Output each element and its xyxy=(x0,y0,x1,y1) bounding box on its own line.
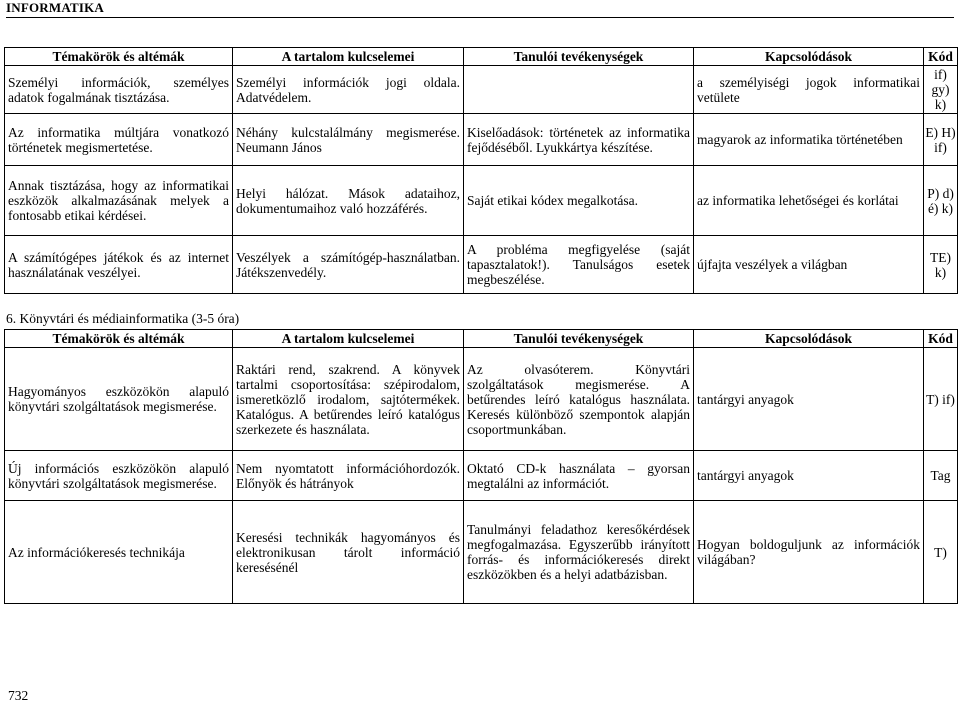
col-header-topics: Témakörök és altémák xyxy=(5,330,233,348)
table-cell: magyarok az informatika történetében xyxy=(694,114,924,166)
table-cell: újfajta veszélyek a világban xyxy=(694,236,924,294)
table-header-row xyxy=(5,48,958,66)
table-row xyxy=(5,236,958,294)
table-cell: az informatika lehetőségei és korlátai xyxy=(694,166,924,236)
topics-table-2 xyxy=(4,329,958,604)
table-cell-code: Tag xyxy=(924,451,958,501)
table-cell: Nem nyomtatott információhordozók. Előnyök és hátrányok xyxy=(233,451,464,501)
col-header-activities: Tanulói tevékenységek xyxy=(464,48,694,66)
table-row xyxy=(5,451,958,501)
page-header xyxy=(6,0,954,18)
table-cell: Oktató CD-k használata – gyorsan megtalálni az információt. xyxy=(464,451,694,501)
col-header-code: Kód xyxy=(924,48,958,66)
col-header-activities: Tanulói tevékenységek xyxy=(464,330,694,348)
table-cell: A probléma megfigyelése (saját tapasztalatok!). Tanulságos esetek megbeszélése. xyxy=(464,236,694,294)
table-cell: Raktári rend, szakrend. A könyvek tartalmi csoportosítása: szépirodalom, ismeretközlő irodalom, sajtótermékek. Katalógus. A betűrendes leíró katalógus szerkezete és használata. xyxy=(233,348,464,451)
table-cell: Annak tisztázása, hogy az informatikai eszközök alkalmazásának melyek a fontosabb etikai kérdései. xyxy=(5,166,233,236)
table-cell: Személyi információk jogi oldala. Adatvédelem. xyxy=(233,66,464,114)
col-header-code: Kód xyxy=(924,330,958,348)
table-row xyxy=(5,114,958,166)
table-cell-code: if) gy) k) xyxy=(924,66,958,114)
section-title: 6. Könyvtári és médiainformatika (3-5 óra) xyxy=(6,311,240,326)
table-cell-code: TE) k) xyxy=(924,236,958,294)
table-cell: Személyi információk, személyes adatok fogalmának tisztázása. xyxy=(5,66,233,114)
table-cell: Néhány kulcstalálmány megismerése. Neumann János xyxy=(233,114,464,166)
col-header-content: A tartalom kulcselemei xyxy=(233,330,464,348)
table-cell: Az olvasóterem. Könyvtári szolgáltatások megismerése. A betűrendes leíró katalógus használata. Keresés különböző szempontok alapján csoportmunkában. xyxy=(464,348,694,451)
table-cell: a személyiségi jogok informatikai vetülete xyxy=(694,66,924,114)
table-cell: Az informatika múltjára vonatkozó történetek megismertetése. xyxy=(5,114,233,166)
table-cell: Az információkeresés technikája xyxy=(5,501,233,604)
topics-table-1 xyxy=(4,47,958,294)
col-header-connections: Kapcsolódások xyxy=(694,48,924,66)
table-cell: Veszélyek a számítógép-használatban. Játékszenvedély. xyxy=(233,236,464,294)
table-cell: Tanulmányi feladathoz keresőkérdések megfogalmazása. Egyszerűbb irányított forrás- és információkeresés direkt eszközökben és a helyi adatbázisban. xyxy=(464,501,694,604)
col-header-content: A tartalom kulcselemei xyxy=(233,48,464,66)
table-cell: Hogyan boldoguljunk az információk világában? xyxy=(694,501,924,604)
table-header-row xyxy=(5,330,958,348)
table-cell: Helyi hálózat. Mások adataihoz, dokumentumaihoz való hozzáférés. xyxy=(233,166,464,236)
table-cell xyxy=(464,66,694,114)
table-cell: Kiselőadások: történetek az informatika fejődéséből. Lyukkártya készítése. xyxy=(464,114,694,166)
table-cell: Keresési technikák hagyományos és elektronikusan tárolt információ keresésénél xyxy=(233,501,464,604)
table-cell: A számítógépes játékok és az internet használatának veszélyei. xyxy=(5,236,233,294)
table-cell-code: T) xyxy=(924,501,958,604)
table-cell-code: P) d) é) k) xyxy=(924,166,958,236)
table-cell: Hagyományos eszközökön alapuló könyvtári szolgáltatások megismerése. xyxy=(5,348,233,451)
table-row xyxy=(5,501,958,604)
table-row xyxy=(5,166,958,236)
col-header-connections: Kapcsolódások xyxy=(694,330,924,348)
table-cell-code: T) if) xyxy=(924,348,958,451)
header-title: INFORMATIKA xyxy=(6,0,105,15)
col-header-topics: Témakörök és altémák xyxy=(5,48,233,66)
table-cell: Új információs eszközökön alapuló könyvtári szolgáltatások megismerése. xyxy=(5,451,233,501)
table-row xyxy=(5,66,958,114)
table-cell: tantárgyi anyagok xyxy=(694,348,924,451)
table-cell-code: E) H) if) xyxy=(924,114,958,166)
table-row xyxy=(5,348,958,451)
table-cell: Saját etikai kódex megalkotása. xyxy=(464,166,694,236)
page-number: 732 xyxy=(8,688,29,703)
table-cell: tantárgyi anyagok xyxy=(694,451,924,501)
